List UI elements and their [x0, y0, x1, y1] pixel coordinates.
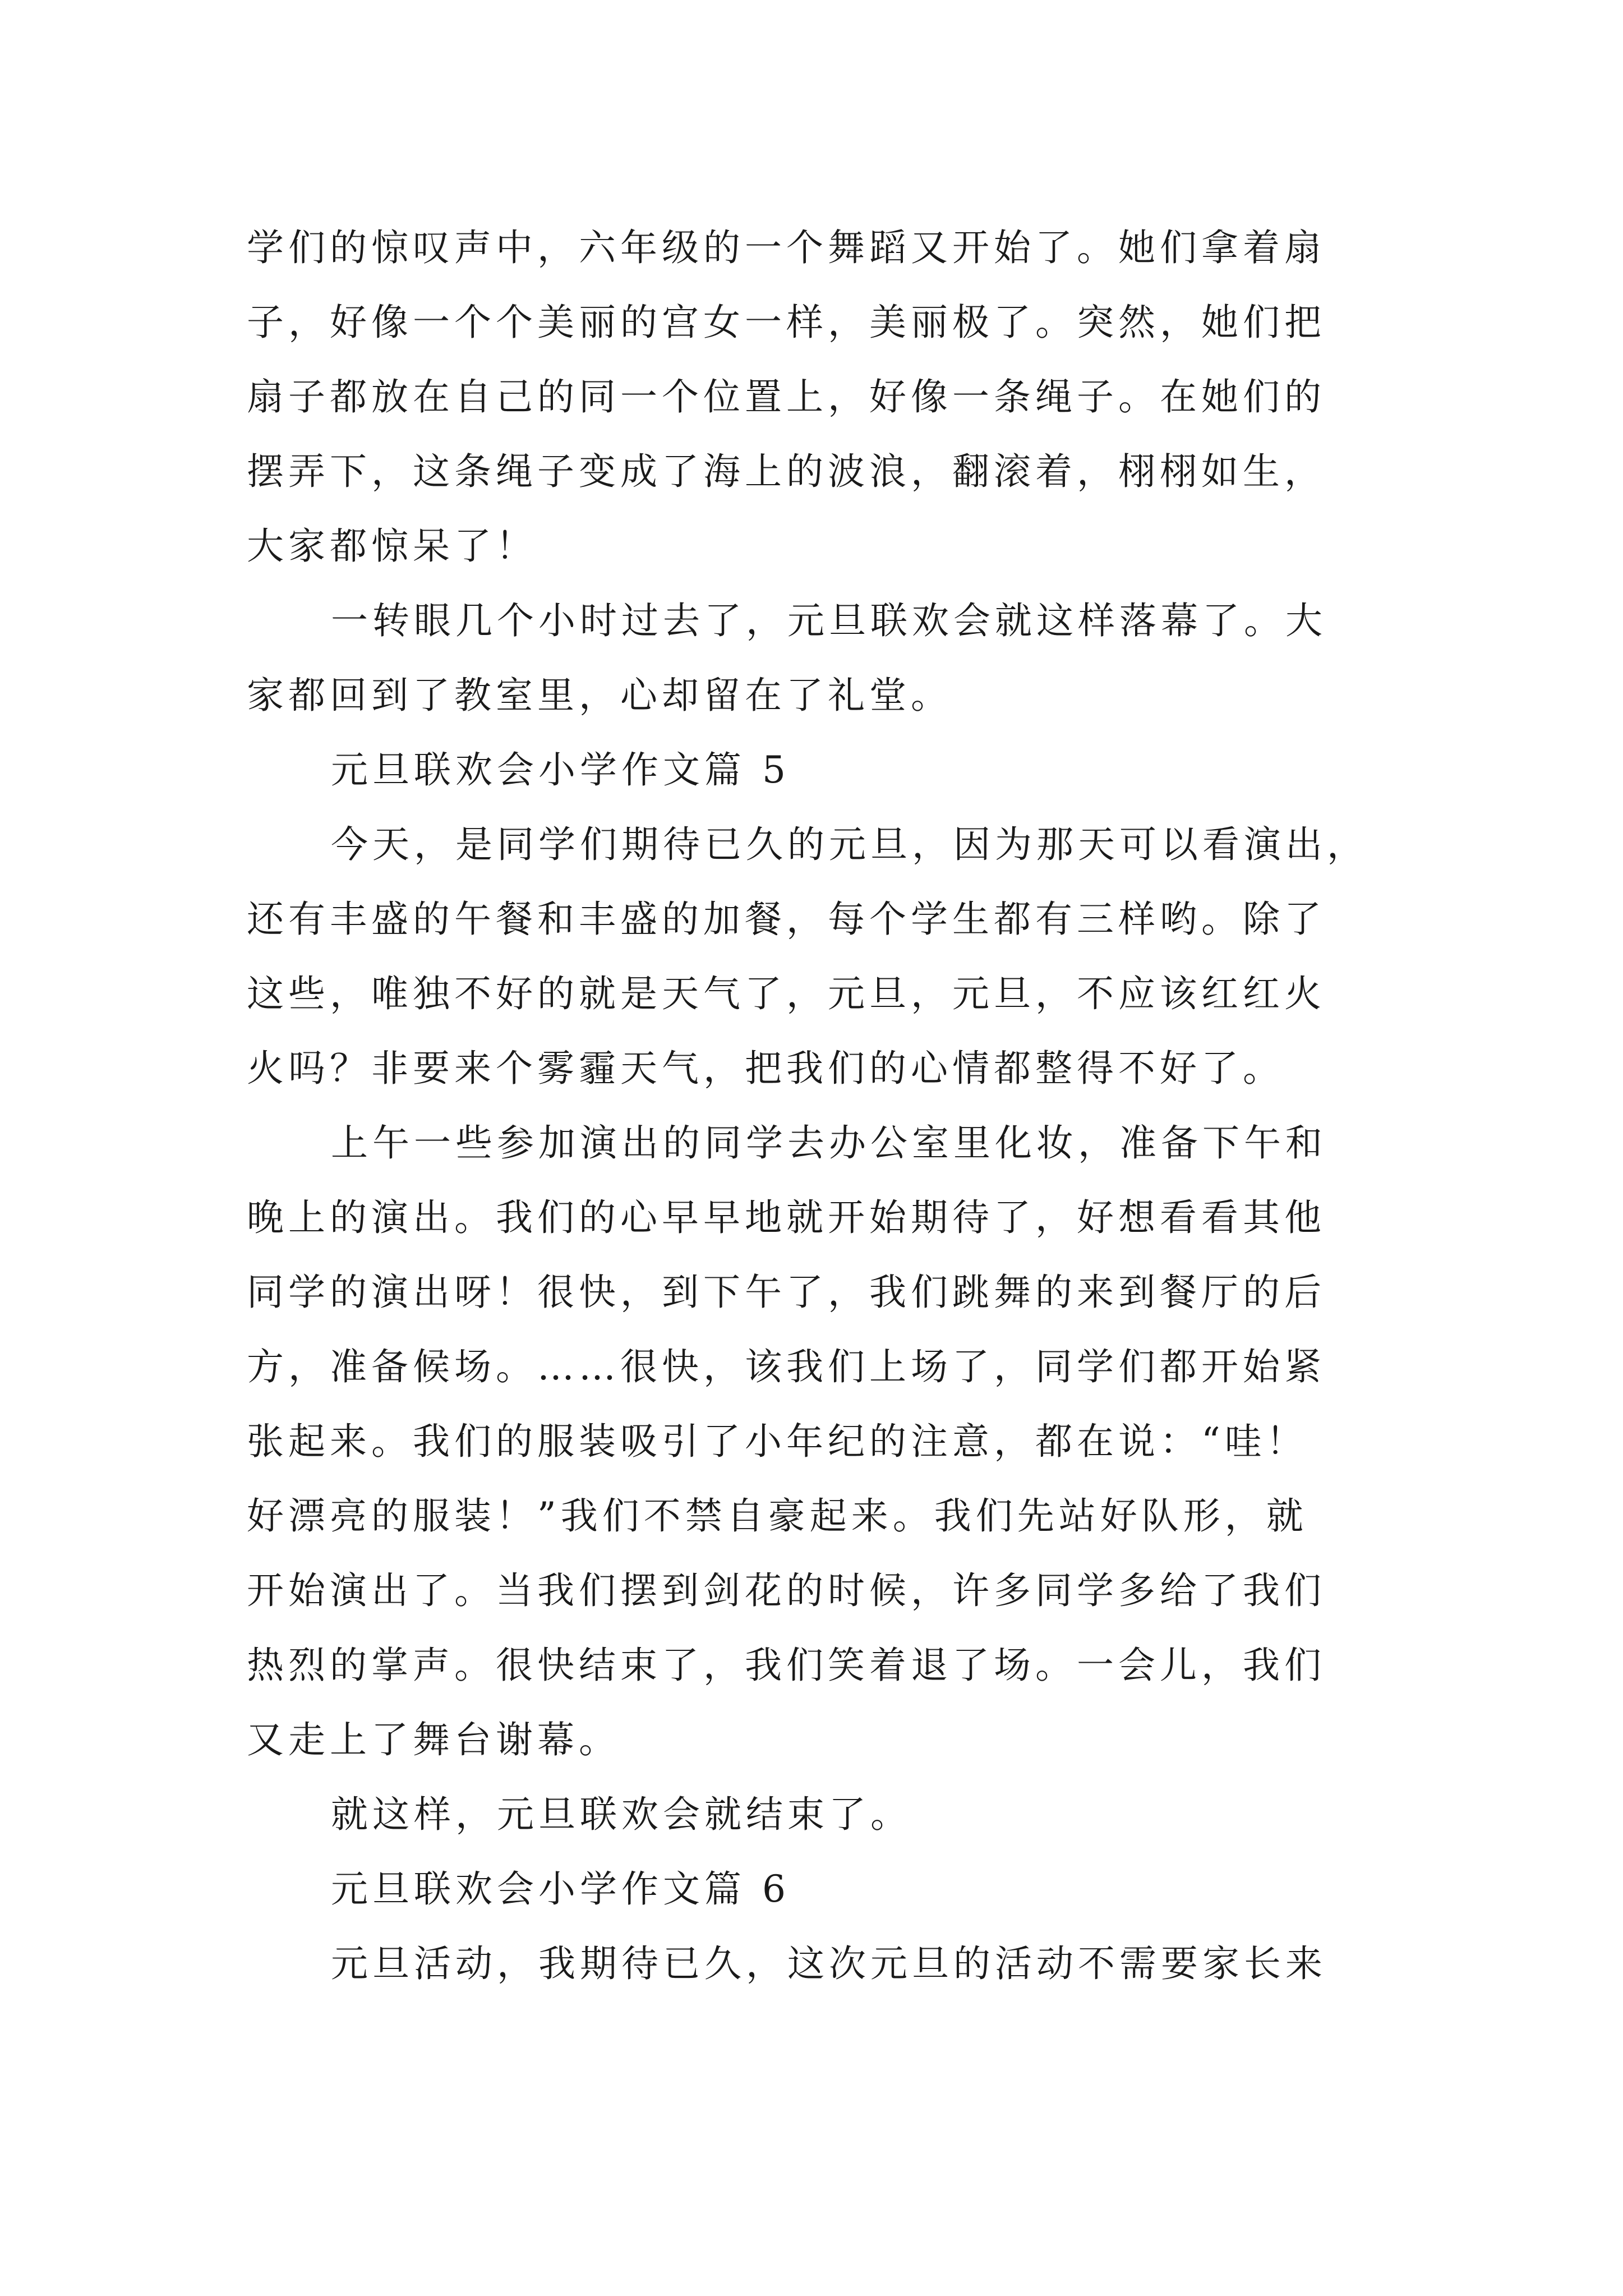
text-line: 晚上的演出。我们的心早早地就开始期待了，好想看看其他 — [247, 1196, 1326, 1239]
text-line: 热烈的掌声。很快结束了，我们笑着退了场。一会儿，我们 — [247, 1644, 1326, 1687]
text-line: 元旦联欢会小学作文篇 5 — [331, 748, 790, 792]
text-line: 今天，是同学们期待已久的元旦，因为那天可以看演出， — [331, 823, 1368, 866]
text-line: 学们的惊叹声中，六年级的一个舞蹈又开始了。她们拿着扇 — [247, 226, 1326, 269]
body-text — [247, 210, 1385, 2001]
text-line: 火吗？非要来个雾霾天气，把我们的心情都整得不好了。 — [247, 1047, 1284, 1090]
text-line: 摆弄下，这条绳子变成了海上的波浪，翻滚着，栩栩如生， — [247, 450, 1326, 493]
text-line: 家都回到了教室里，心却留在了礼堂。 — [247, 674, 952, 717]
text-line: 开始演出了。当我们摆到剑花的时候，许多同学多给了我们 — [247, 1569, 1326, 1612]
text-line: 子，好像一个个美丽的宫女一样，美丽极了。突然，她们把 — [247, 301, 1326, 344]
text-line: 元旦联欢会小学作文篇 6 — [331, 1867, 790, 1911]
text-line: 同学的演出呀！很快，到下午了，我们跳舞的来到餐厅的后 — [247, 1271, 1326, 1314]
text-line: 元旦活动，我期待已久，这次元旦的活动不需要家长来 — [331, 1942, 1327, 1985]
text-line: 方，准备候场。……很快，该我们上场了，同学们都开始紧 — [247, 1345, 1326, 1388]
text-line: 就这样，元旦联欢会就结束了。 — [331, 1793, 912, 1836]
text-line: 一转眼几个小时过去了，元旦联欢会就这样落幕了。大 — [331, 599, 1327, 642]
text-line: 还有丰盛的午餐和丰盛的加餐，每个学生都有三样哟。除了 — [247, 898, 1326, 941]
text-line: 上午一些参加演出的同学去办公室里化妆，准备下午和 — [331, 1121, 1327, 1165]
text-line: 扇子都放在自己的同一个位置上，好像一条绳子。在她们的 — [247, 375, 1326, 418]
text-line: 又走上了舞台谢幕。 — [247, 1718, 620, 1761]
text-line: 大家都惊呆了！ — [247, 524, 537, 568]
text-line: 这些，唯独不好的就是天气了，元旦，元旦，不应该红红火 — [247, 972, 1326, 1015]
text-line: 张起来。我们的服装吸引了小年纪的注意，都在说：“哇！ — [247, 1420, 1308, 1463]
text-line: 好漂亮的服装！”我们不禁自豪起来。我们先站好队形，就 — [247, 1494, 1308, 1538]
